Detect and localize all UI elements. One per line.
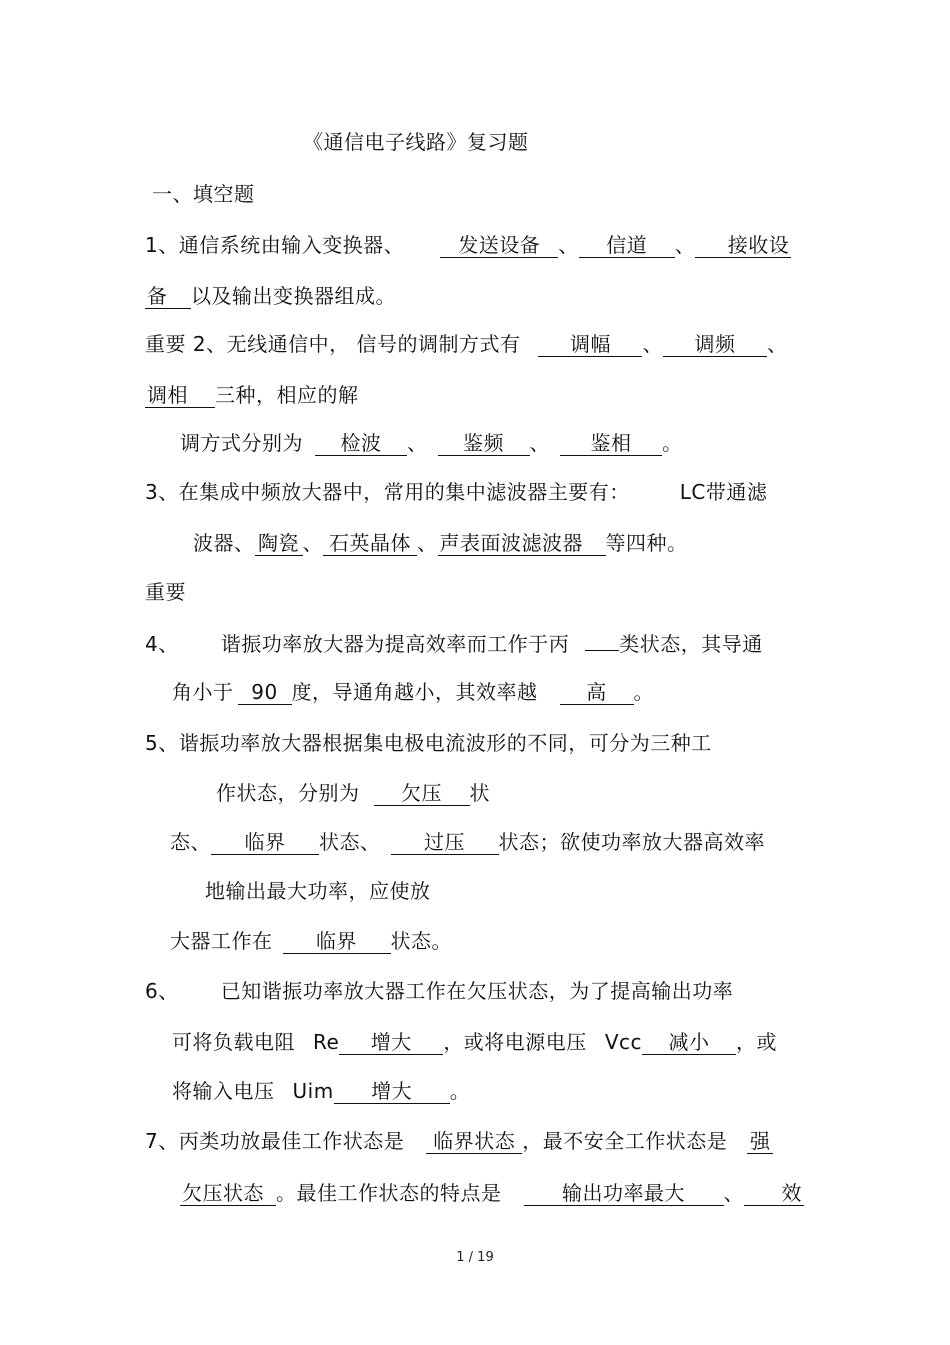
q5-blank-2: 临界 bbox=[211, 830, 319, 855]
q5-blank-4: 临界 bbox=[283, 929, 391, 954]
q7-prefix: 7、丙类功放最佳工作状态是 bbox=[145, 1129, 405, 1153]
q6-blank-1: 增大 bbox=[339, 1030, 443, 1055]
q6-line2-prefix: 可将负载电阻 bbox=[172, 1030, 295, 1054]
section-heading: 一、填空题 bbox=[152, 182, 255, 206]
q7-sep: 、 bbox=[723, 1181, 744, 1205]
question-5-line-2 bbox=[216, 779, 490, 807]
q4-end: 。 bbox=[633, 680, 654, 704]
q5-line3-mid: 状态、 bbox=[319, 830, 381, 854]
q4-blank-3: 高 bbox=[560, 680, 634, 705]
question-4-line-1 bbox=[145, 630, 763, 658]
q5-line5-prefix: 大器工作在 bbox=[170, 929, 273, 953]
q2-blank-3: 调相 bbox=[145, 383, 215, 408]
q1-blank-2: 信道 bbox=[579, 233, 675, 258]
q1-blank-1: 发送设备 bbox=[440, 233, 558, 258]
question-6-line-2 bbox=[172, 1028, 777, 1056]
q6-num: 6、 bbox=[145, 979, 179, 1003]
q6-line2-suffix: ，或 bbox=[736, 1030, 777, 1054]
q1-suffix: 以及输出变换器组成。 bbox=[191, 284, 396, 308]
q4-line2-mid: 度，导通角越小，其效率越 bbox=[291, 680, 538, 704]
question-3-note: 重要 bbox=[145, 580, 186, 604]
q5-line2-prefix: 作状态，分别为 bbox=[216, 781, 360, 805]
question-3-line-2 bbox=[193, 529, 688, 557]
page-number: 1 / 19 bbox=[456, 1250, 494, 1265]
q3-sep-2: 、 bbox=[417, 531, 438, 555]
q1-prefix: 1、通信系统由输入变换器、 bbox=[145, 233, 405, 257]
q6-re: Re bbox=[313, 1030, 340, 1054]
q5-line2-suffix: 状 bbox=[469, 781, 490, 805]
question-3-line-1 bbox=[145, 478, 767, 506]
q3-blank-1: 陶瓷 bbox=[255, 531, 303, 556]
q2-mid: 三种，相应的解 bbox=[215, 383, 359, 407]
q1-sep-2: 、 bbox=[674, 233, 696, 257]
q6-line3-prefix: 将输入电压 bbox=[172, 1079, 275, 1103]
question-5-line-1: 5、谐振功率放大器根据集电极电流波形的不同，可分为三种工 bbox=[145, 731, 712, 755]
q2-prefix: 重要 2、无线通信中， 信号的调制方式有 bbox=[145, 332, 521, 356]
q5-line5-suffix: 状态。 bbox=[390, 929, 452, 953]
q5-blank-3: 过压 bbox=[391, 830, 499, 855]
question-6-line-3 bbox=[172, 1077, 470, 1105]
q6-end: 。 bbox=[449, 1079, 471, 1103]
q6-vcc: Vcc bbox=[604, 1030, 642, 1054]
q6-blank-3: 增大 bbox=[334, 1079, 450, 1104]
q4-text-2: 类状态，其导通 bbox=[619, 632, 763, 656]
q3-end: 等四种。 bbox=[605, 531, 688, 555]
q4-blank-1 bbox=[585, 650, 619, 651]
q3-blank-2: 石英晶体 bbox=[323, 531, 417, 556]
q4-blank-2: 90 bbox=[238, 680, 292, 705]
q7-blank-1: 临界状态 bbox=[426, 1129, 522, 1154]
q2-end: 。 bbox=[662, 431, 683, 455]
question-6-line-1 bbox=[145, 977, 733, 1005]
q7-blank-2a: 强 bbox=[747, 1129, 773, 1154]
question-7-line-2 bbox=[180, 1179, 804, 1207]
q2-blank-4: 检波 bbox=[315, 431, 407, 456]
q6-blank-2: 减小 bbox=[642, 1030, 736, 1055]
q5-line3-suffix: 状态；欲使功率放大器高效率 bbox=[498, 830, 765, 854]
q7-blank-3: 输出功率最大 bbox=[524, 1181, 724, 1206]
q1-sep-1: 、 bbox=[558, 233, 579, 257]
q6-uim: Uim bbox=[292, 1079, 334, 1103]
q7-blank-2b: 欠压状态 bbox=[180, 1181, 276, 1206]
q2-blank-5: 鉴频 bbox=[438, 431, 530, 456]
q7-blank-4: 效 bbox=[744, 1181, 804, 1206]
q5-line3-prefix: 态、 bbox=[170, 830, 211, 854]
q6-line2-mid: ，或将电源电压 bbox=[443, 1030, 587, 1054]
q1-blank-3a: 接收设 bbox=[695, 233, 791, 258]
q3-tail: LC带通滤 bbox=[679, 480, 768, 504]
question-1-line-2 bbox=[145, 282, 396, 310]
question-1-line-1 bbox=[145, 231, 791, 259]
question-5-line-4: 地输出最大功率，应使放 bbox=[205, 879, 431, 903]
q2-sep-4: 、 bbox=[529, 431, 550, 455]
q6-text-1: 已知谐振功率放大器工作在欠压状态，为了提高输出功率 bbox=[220, 979, 734, 1003]
question-4-line-2 bbox=[172, 678, 654, 706]
q3-blank-3: 声表面波滤波器 bbox=[438, 531, 606, 556]
q2-blank-1: 调幅 bbox=[538, 332, 642, 357]
q4-text-1: 谐振功率放大器为提高效率而工作于丙 bbox=[220, 632, 570, 656]
q4-line2-prefix: 角小于 bbox=[172, 680, 234, 704]
question-2-line-2 bbox=[145, 381, 359, 409]
q7-mid: ，最不安全工作状态是 bbox=[522, 1129, 728, 1153]
q7-line2-mid: 。最佳工作状态的特点是 bbox=[276, 1181, 502, 1205]
question-2-line-3 bbox=[180, 429, 683, 457]
question-2-line-1 bbox=[145, 330, 787, 358]
q3-line2-start: 波器、 bbox=[193, 531, 255, 555]
question-7-line-1 bbox=[145, 1127, 773, 1155]
page-title: 《通信电子线路》复习题 bbox=[303, 130, 529, 154]
q3-prefix: 3、在集成中频放大器中，常用的集中滤波器主要有： bbox=[145, 480, 630, 504]
q2-blank-6: 鉴相 bbox=[560, 431, 662, 456]
q1-blank-3b: 备 bbox=[145, 284, 191, 309]
q2-sep-2: 、 bbox=[766, 332, 788, 356]
q2-sep-3: 、 bbox=[407, 431, 428, 455]
q2-sep-1: 、 bbox=[642, 332, 663, 356]
question-5-line-5 bbox=[170, 927, 452, 955]
q3-sep-1: 、 bbox=[302, 531, 323, 555]
q2-line3-prefix: 调方式分别为 bbox=[180, 431, 303, 455]
q2-blank-2: 调频 bbox=[663, 332, 767, 357]
q5-blank-1: 欠压 bbox=[374, 781, 470, 806]
question-5-line-3 bbox=[170, 828, 765, 856]
q4-num: 4、 bbox=[145, 632, 179, 656]
